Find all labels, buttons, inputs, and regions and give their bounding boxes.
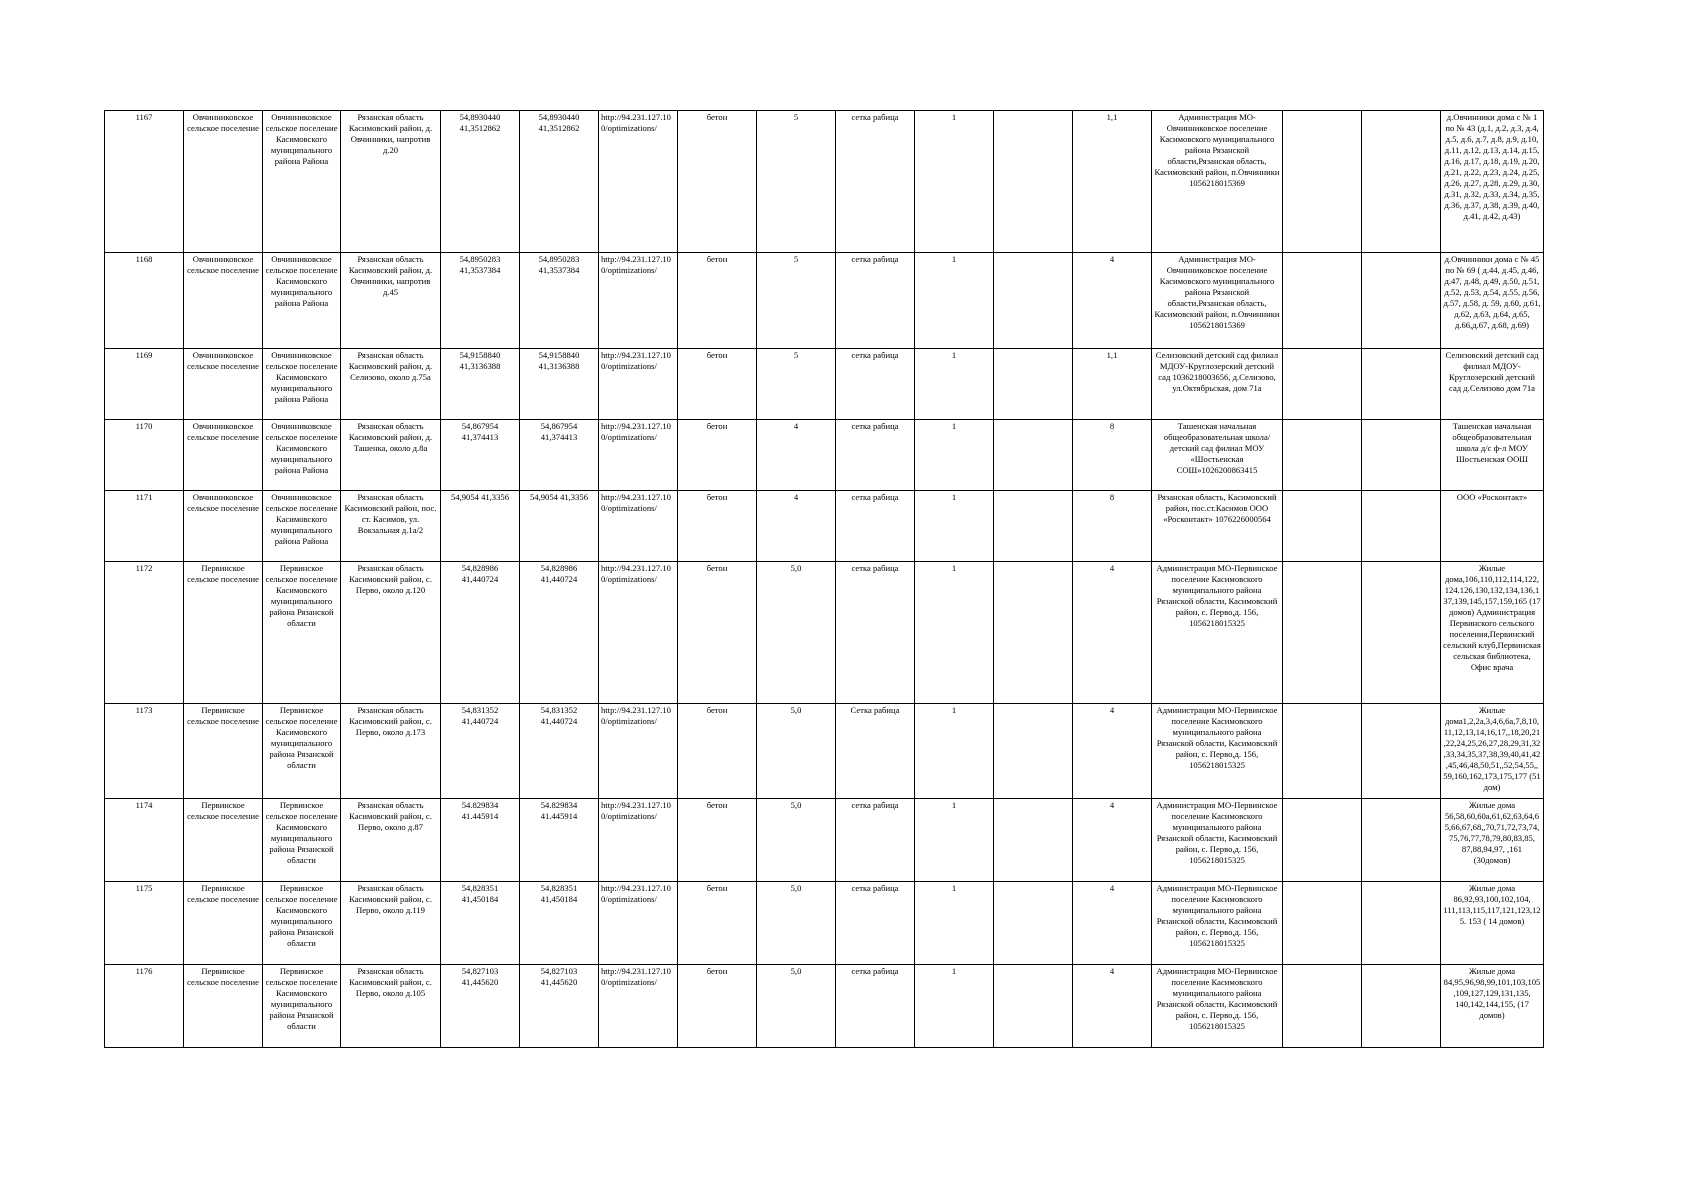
cell-sources: Селизовский детский сад филиал МДОУ-Круглозерский детский сад д.Селизово дом 71а [1441,349,1544,420]
cell-empty [1362,349,1441,420]
cell-settlement: Овчинниковское сельское поселение [184,420,263,491]
cell-link: http://94.231.127.100/optimizations/ [599,882,678,965]
cell-number: 1170 [105,420,184,491]
cell-coordinates-2: 54,827103 41,445620 [520,965,599,1048]
cell-sources: Жилые дома 56,58,60,60а,61,62,63,64,65,66,67,68,,70,71,72,73,74, 75,76,77,78,79,80,83,85, 87,88,94,97, ,161 (30домов) [1441,799,1544,882]
cell-address: Рязанская область Касимовский район, с. Перво, около д.120 [341,562,441,704]
cell-area: 5,0 [757,965,836,1048]
cell-containers: 1 [915,349,994,420]
cell-fence: сетка рабица [836,253,915,349]
cell-containers: 1 [915,882,994,965]
cell-fence: Сетка рабица [836,704,915,799]
cell-empty [1283,704,1362,799]
cell-coordinates-2: 54,8930440 41,3512862 [520,111,599,253]
cell-empty [994,882,1073,965]
cell-number: 1171 [105,491,184,562]
cell-empty [1283,111,1362,253]
cell-area: 4 [757,420,836,491]
cell-volume: 4 [1073,799,1152,882]
cell-sources: ООО «Росконтакт» [1441,491,1544,562]
cell-surface: бетон [678,965,757,1048]
cell-volume: 4 [1073,253,1152,349]
cell-owner: Первинское сельское поселение Касимовского муниципального района Рязанской области [263,799,341,882]
cell-link: http://94.231.127.100/optimizations/ [599,349,678,420]
cell-empty [1362,253,1441,349]
cell-volume: 4 [1073,882,1152,965]
cell-coordinates: 54,827103 41,445620 [441,965,520,1048]
cell-area: 5,0 [757,799,836,882]
cell-holder: Администрация МО-Первинское поселение Касимовского муниципального района Рязанской области, Касимовский район, с. Перво,д. 156, 1056218015325 [1152,965,1283,1048]
cell-empty [994,799,1073,882]
cell-number: 1176 [105,965,184,1048]
cell-volume: 8 [1073,491,1152,562]
cell-link: http://94.231.127.100/optimizations/ [599,704,678,799]
cell-number: 1173 [105,704,184,799]
cell-number: 1168 [105,253,184,349]
cell-surface: бетон [678,253,757,349]
cell-settlement: Первинское сельское поселение [184,704,263,799]
cell-volume: 4 [1073,704,1152,799]
cell-address: Рязанская область Касимовский район, с. Перво, около д.87 [341,799,441,882]
cell-holder: Рязанская область, Касимовский район, пос.ст.Касимов ООО «Росконтакт» 1076226000564 [1152,491,1283,562]
cell-address: Рязанская область Касимовский район, д. Овчинники, напротив д.45 [341,253,441,349]
cell-link: http://94.231.127.100/optimizations/ [599,491,678,562]
cell-coordinates: 54,9158840 41,3136388 [441,349,520,420]
cell-surface: бетон [678,882,757,965]
cell-empty [1283,799,1362,882]
cell-coordinates-2: 54,9158840 41,3136388 [520,349,599,420]
cell-empty [1283,349,1362,420]
cell-surface: бетон [678,349,757,420]
cell-empty [1362,799,1441,882]
cell-surface: бетон [678,799,757,882]
cell-containers: 1 [915,562,994,704]
cell-link: http://94.231.127.100/optimizations/ [599,111,678,253]
cell-owner: Овчинниковское сельское поселение Касимовского муниципального района Района [263,420,341,491]
cell-owner: Овчинниковское сельское поселение Касимовского муниципального района Района [263,111,341,253]
cell-volume: 1,1 [1073,111,1152,253]
cell-fence: сетка рабица [836,562,915,704]
cell-fence: сетка рабица [836,965,915,1048]
table-row [105,349,1544,420]
table-row [105,111,1544,253]
table-row [105,965,1544,1048]
cell-owner: Первинское сельское поселение Касимовского муниципального района Рязанской области [263,704,341,799]
cell-empty [1283,882,1362,965]
cell-fence: сетка рабица [836,349,915,420]
cell-empty [994,965,1073,1048]
cell-empty [1362,882,1441,965]
cell-coordinates-2: 54,9054 41,3356 [520,491,599,562]
cell-number: 1175 [105,882,184,965]
cell-holder: Администрация МО-Овчинниковское поселение Касимовского муниципального района Рязанской области,Рязанская область, Касимовский район, п.Овчинники 1056218015369 [1152,111,1283,253]
table-row [105,882,1544,965]
cell-empty [1283,491,1362,562]
cell-coordinates-2: 54,867954 41,374413 [520,420,599,491]
cell-coordinates: 54,9054 41,3356 [441,491,520,562]
cell-area: 5 [757,111,836,253]
cell-link: http://94.231.127.100/optimizations/ [599,253,678,349]
cell-number: 1167 [105,111,184,253]
cell-empty [1362,420,1441,491]
cell-area: 5,0 [757,704,836,799]
cell-address: Рязанская область Касимовский район, д. Селизово, около д.75а [341,349,441,420]
cell-coordinates: 54,867954 41,374413 [441,420,520,491]
cell-coordinates: 54.829834 41.445914 [441,799,520,882]
cell-address: Рязанская область Касимовский район, пос. ст. Касимов, ул. Вокзальная д.1а/2 [341,491,441,562]
cell-holder: Селизовский детский сад филиал МДОУ-Круглозерский детский сад 1036218003656, д.Селизово, ул.Октябрьская, дом 71а [1152,349,1283,420]
cell-coordinates-2: 54,831352 41,440724 [520,704,599,799]
cell-surface: бетон [678,111,757,253]
cell-sources: Жилые дома,106,110,112,114,122, 124.126,130,132,134,136,137,139,145,157,159,165 (17 домов) Администрация Первинского сельского поселения,Первинский сельский клуб,Первинская сельская библиотека, Офис врача [1441,562,1544,704]
cell-containers: 1 [915,420,994,491]
cell-coordinates: 54,8930440 41,3512862 [441,111,520,253]
cell-surface: бетон [678,704,757,799]
cell-containers: 1 [915,491,994,562]
cell-fence: сетка рабица [836,111,915,253]
cell-empty [1283,420,1362,491]
cell-address: Рязанская область Касимовский район, с. Перво, около д.119 [341,882,441,965]
cell-address: Рязанская область Касимовский район, с. Перво, около д.105 [341,965,441,1048]
cell-volume: 4 [1073,562,1152,704]
cell-empty [1362,562,1441,704]
cell-owner: Первинское сельское поселение Касимовского муниципального района Рязанской области [263,882,341,965]
cell-holder: Администрация МО-Овчинниковское поселение Касимовского муниципального района Рязанской области,Рязанская область, Касимовский район, п.Овчинники 1056218015369 [1152,253,1283,349]
cell-volume: 4 [1073,965,1152,1048]
cell-settlement: Овчинниковское сельское поселение [184,111,263,253]
cell-sources: д.Овчинники дома с № 45 по № 69 ( д.44, д.45, д.46, д.47, д.48, д.49, д.50, д.51, д.52, д.53, д.54, д.55, д.56, д.57, д.58, д. 59, д.60, д.61, д.62, д.63, д.64, д.65, д.66,д.67, д.68, д.69) [1441,253,1544,349]
cell-address: Рязанская область Касимовский район, с. Перво, около д.173 [341,704,441,799]
cell-empty [994,420,1073,491]
table-row [105,704,1544,799]
table-row [105,799,1544,882]
cell-fence: сетка рабица [836,882,915,965]
cell-settlement: Первинское сельское поселение [184,965,263,1048]
cell-coordinates-2: 54.829834 41.445914 [520,799,599,882]
cell-number: 1174 [105,799,184,882]
cell-containers: 1 [915,965,994,1048]
cell-coordinates-2: 54,828986 41,440724 [520,562,599,704]
cell-fence: сетка рабица [836,799,915,882]
cell-surface: бетон [678,491,757,562]
cell-empty [1283,965,1362,1048]
cell-settlement: Овчинниковское сельское поселение [184,253,263,349]
cell-holder: Администрация МО-Первинское поселение Касимовского муниципального района Рязанской области, Касимовский район, с. Перво,д. 156, 1056218015325 [1152,562,1283,704]
cell-coordinates-2: 54,8950283 41,3537384 [520,253,599,349]
cell-link: http://94.231.127.100/optimizations/ [599,420,678,491]
cell-surface: бетон [678,562,757,704]
cell-link: http://94.231.127.100/optimizations/ [599,562,678,704]
cell-empty [1362,965,1441,1048]
cell-settlement: Первинское сельское поселение [184,799,263,882]
cell-number: 1172 [105,562,184,704]
cell-area: 4 [757,491,836,562]
cell-number: 1169 [105,349,184,420]
cell-volume: 8 [1073,420,1152,491]
cell-coordinates: 54,8950283 41,3537384 [441,253,520,349]
cell-coordinates-2: 54,828351 41,450184 [520,882,599,965]
cell-coordinates: 54,828986 41,440724 [441,562,520,704]
cell-sources: Жилые дома1,2,2а,3,4,6,6а,7,8,10, 11,12,13,14,16,17,,18,20,21 ,22,24,25,26,27,28,29,31,32 ,33,34,35,37,38,39,40,41,42 ,45,46,48,50,51,,52,54,55,, 59,160,162,173,175,177 (51 дом) [1441,704,1544,799]
cell-area: 5 [757,349,836,420]
cell-fence: сетка рабица [836,491,915,562]
cell-settlement: Первинское сельское поселение [184,562,263,704]
table-row [105,253,1544,349]
cell-sources: Жилые дома 86,92,93,100,102,104, 111,113,115,117,121,123,125. 153 ( 14 домов) [1441,882,1544,965]
cell-empty [994,704,1073,799]
cell-holder: Администрация МО-Первинское поселение Касимовского муниципального района Рязанской области, Касимовский район, с. Перво,д. 156, 1056218015325 [1152,704,1283,799]
cell-empty [1362,111,1441,253]
cell-empty [1283,562,1362,704]
cell-empty [994,253,1073,349]
cell-containers: 1 [915,111,994,253]
cell-empty [994,562,1073,704]
cell-area: 5 [757,253,836,349]
cell-area: 5,0 [757,562,836,704]
cell-containers: 1 [915,253,994,349]
cell-owner: Первинское сельское поселение Касимовского муниципального района Рязанской области [263,965,341,1048]
table-row [105,491,1544,562]
cell-sources: Ташенская начальная общеобразовательная школа д/с ф-л МОУ Шостьенская ООШ [1441,420,1544,491]
cell-settlement: Овчинниковское сельское поселение [184,491,263,562]
cell-sources: Жилые дома 84,95,96,98,99,101,103,105,109,127,129,131,135, 140,142,144,155, (17 домов) [1441,965,1544,1048]
cell-coordinates: 54,831352 41,440724 [441,704,520,799]
cell-sources: д.Овчинники дома с № 1 по № 43 (д.1, д.2, д.3, д.4, д.5, д.6, д.7, д.8, д.9, д.10, д.11, д.12, д.13, д.14, д.15, д.16, д.17, д.18, д.19, д.20, д.21, д.22, д.23, д.24, д.25, д.26, д.27, д.28, д.29, д.30, д.31, д.32, д.33, д.34, д.35, д.36, д.37, д.38, д.39, д.40, д.41, д.42, д.43) [1441,111,1544,253]
waste-sites-table [104,110,1544,1048]
cell-owner: Овчинниковское сельское поселение Касимовского муниципального района Района [263,253,341,349]
cell-link: http://94.231.127.100/optimizations/ [599,965,678,1048]
cell-holder: Ташенская начальная общеобразовательная школа/детский сад филиал МОУ «Шостьенская СОШ»1026200863415 [1152,420,1283,491]
cell-surface: бетон [678,420,757,491]
cell-area: 5,0 [757,882,836,965]
cell-settlement: Овчинниковское сельское поселение [184,349,263,420]
cell-empty [1362,704,1441,799]
cell-empty [994,491,1073,562]
cell-owner: Овчинниковское сельское поселение Касимовского муниципального района Района [263,349,341,420]
cell-address: Рязанская область Касимовский район, д. Ташенка, около д.8а [341,420,441,491]
cell-coordinates: 54,828351 41,450184 [441,882,520,965]
cell-link: http://94.231.127.100/optimizations/ [599,799,678,882]
cell-fence: сетка рабица [836,420,915,491]
table-row [105,420,1544,491]
cell-holder: Администрация МО-Первинское поселение Касимовского муниципального района Рязанской области, Касимовский район, с. Перво,д. 156, 1056218015325 [1152,882,1283,965]
cell-empty [1283,253,1362,349]
cell-containers: 1 [915,704,994,799]
cell-empty [994,111,1073,253]
cell-owner: Овчинниковское сельское поселение Касимовского муниципального района Района [263,491,341,562]
cell-settlement: Первинское сельское поселение [184,882,263,965]
cell-empty [1362,491,1441,562]
cell-empty [994,349,1073,420]
cell-containers: 1 [915,799,994,882]
cell-owner: Первинское сельское поселение Касимовского муниципального района Рязанской области [263,562,341,704]
cell-address: Рязанская область Касимовский район, д. Овчинники, напротив д.20 [341,111,441,253]
cell-holder: Администрация МО-Первинское поселение Касимовского муниципального района Рязанской области, Касимовский район, с. Перво,д. 156, 1056218015325 [1152,799,1283,882]
table-row [105,562,1544,704]
cell-volume: 1,1 [1073,349,1152,420]
